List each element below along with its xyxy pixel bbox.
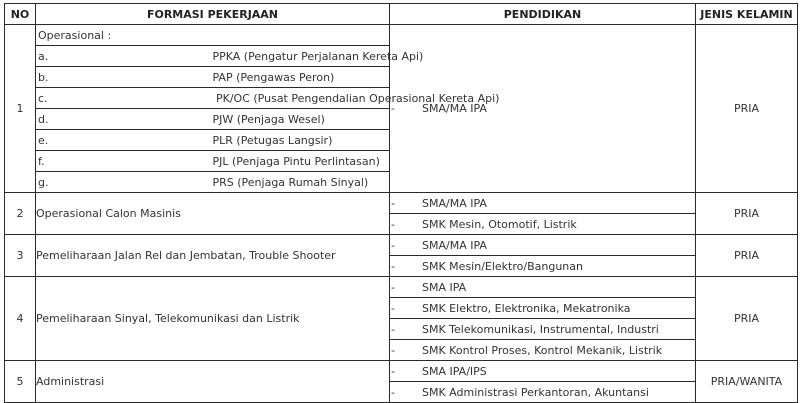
row-number: 2: [5, 193, 36, 235]
edu-dash: -: [390, 319, 422, 340]
list-item: [36, 172, 389, 193]
edu-dash: -: [390, 382, 422, 403]
edu-text: SMA/MA IPA: [422, 102, 487, 115]
item-letter: e.: [36, 130, 213, 151]
list-item: [36, 109, 389, 130]
list-item: [390, 214, 695, 235]
formasi-cell: Pemeliharaan Jalan Rel dan Jembatan, Trouble Shooter: [36, 235, 390, 277]
edu-dash: -: [391, 280, 395, 294]
edu-dash: -: [390, 298, 422, 319]
item-text: PRS (Penjaga Rumah Sinyal): [213, 172, 390, 193]
education-cell: [390, 235, 696, 277]
list-item: [36, 88, 389, 109]
formasi-cell: Operasional Calon Masinis: [36, 193, 390, 235]
list-item: [390, 193, 695, 214]
edu-text: SMA/MA IPA: [422, 196, 487, 210]
item-text: PPKA (Pengatur Perjalanan Kereta Api): [213, 46, 390, 67]
item-letter: c.: [36, 88, 213, 109]
edu-dash: -: [391, 102, 395, 115]
edu-text: SMK Telekomunikasi, Instrumental, Industri: [422, 319, 695, 340]
list-item: [390, 277, 695, 298]
gender-cell: PRIA: [696, 25, 798, 193]
job-formation-table: [4, 3, 798, 403]
list-item: [36, 67, 389, 88]
education-list: [390, 235, 695, 276]
formasi-title: Operasional :: [38, 28, 112, 42]
education-cell: [390, 277, 696, 361]
formasi-cell: Administrasi: [36, 361, 390, 403]
gender-cell: PRIA: [696, 277, 798, 361]
list-item: [36, 130, 389, 151]
edu-dash: -: [390, 214, 422, 235]
item-letter: d.: [36, 109, 213, 130]
edu-dash: -: [391, 196, 395, 210]
table-header-row: [5, 4, 798, 25]
edu-dash: -: [391, 238, 395, 252]
edu-dash: -: [390, 256, 422, 277]
item-letter: b.: [36, 67, 213, 88]
education-cell: [390, 361, 696, 403]
education-list: [390, 99, 695, 119]
list-item: [36, 151, 389, 172]
table-row: [5, 277, 798, 361]
edu-dash: -: [391, 364, 395, 378]
item-text: PLR (Petugas Langsir): [213, 130, 390, 151]
list-item: [36, 46, 389, 67]
item-text: PJL (Penjaga Pintu Perlintasan): [213, 151, 390, 172]
edu-text: SMK Elektro, Elektronika, Mekatronika: [422, 298, 695, 319]
item-letter: a.: [36, 46, 213, 67]
gender-cell: PRIA: [696, 235, 798, 277]
table-row: [5, 25, 798, 193]
list-item: [390, 340, 695, 361]
list-item: [390, 235, 695, 256]
item-letter: f.: [36, 151, 213, 172]
list-item: [390, 256, 695, 277]
header-formasi: FORMASI PEKERJAAN: [36, 4, 390, 25]
list-item: [390, 99, 695, 119]
edu-text: SMK Kontrol Proses, Kontrol Mekanik, Listrik: [422, 340, 695, 361]
item-text: PAP (Pengawas Peron): [213, 67, 390, 88]
list-item: [390, 319, 695, 340]
row-number: 1: [5, 25, 36, 193]
edu-text: SMA IPA: [422, 280, 467, 294]
header-gender: JENIS KELAMIN: [696, 4, 798, 25]
gender-cell: PRIA/WANITA: [696, 361, 798, 403]
edu-text: SMA/MA IPA: [422, 238, 487, 252]
table-row: [5, 235, 798, 277]
edu-text: SMK Administrasi Perkantoran, Akuntansi: [422, 382, 695, 403]
list-item: [390, 298, 695, 319]
formasi-cell: Pemeliharaan Sinyal, Telekomunikasi dan Listrik: [36, 277, 390, 361]
item-text: PK/OC (Pusat Pengendalian Operasional Kereta Api): [213, 88, 390, 109]
list-item: [390, 361, 695, 382]
education-list: [390, 361, 695, 402]
list-item: [390, 382, 695, 403]
row-number: 5: [5, 361, 36, 403]
table-row: [5, 193, 798, 235]
edu-text: SMK Mesin, Otomotif, Listrik: [422, 214, 695, 235]
item-letter: g.: [36, 172, 213, 193]
item-text: PJW (Penjaga Wesel): [213, 109, 390, 130]
education-list: [390, 277, 695, 360]
education-cell: [390, 25, 696, 193]
row-number: 3: [5, 235, 36, 277]
table-row: [5, 361, 798, 403]
header-pendidikan: PENDIDIKAN: [390, 4, 696, 25]
edu-dash: -: [390, 340, 422, 361]
edu-text: SMA IPA/IPS: [422, 364, 487, 378]
row-number: 4: [5, 277, 36, 361]
education-cell: [390, 193, 696, 235]
gender-cell: PRIA: [696, 193, 798, 235]
edu-text: SMK Mesin/Elektro/Bangunan: [422, 256, 695, 277]
job-formation-table-wrapper: [4, 3, 797, 403]
education-list: [390, 193, 695, 234]
header-no: NO: [5, 4, 36, 25]
